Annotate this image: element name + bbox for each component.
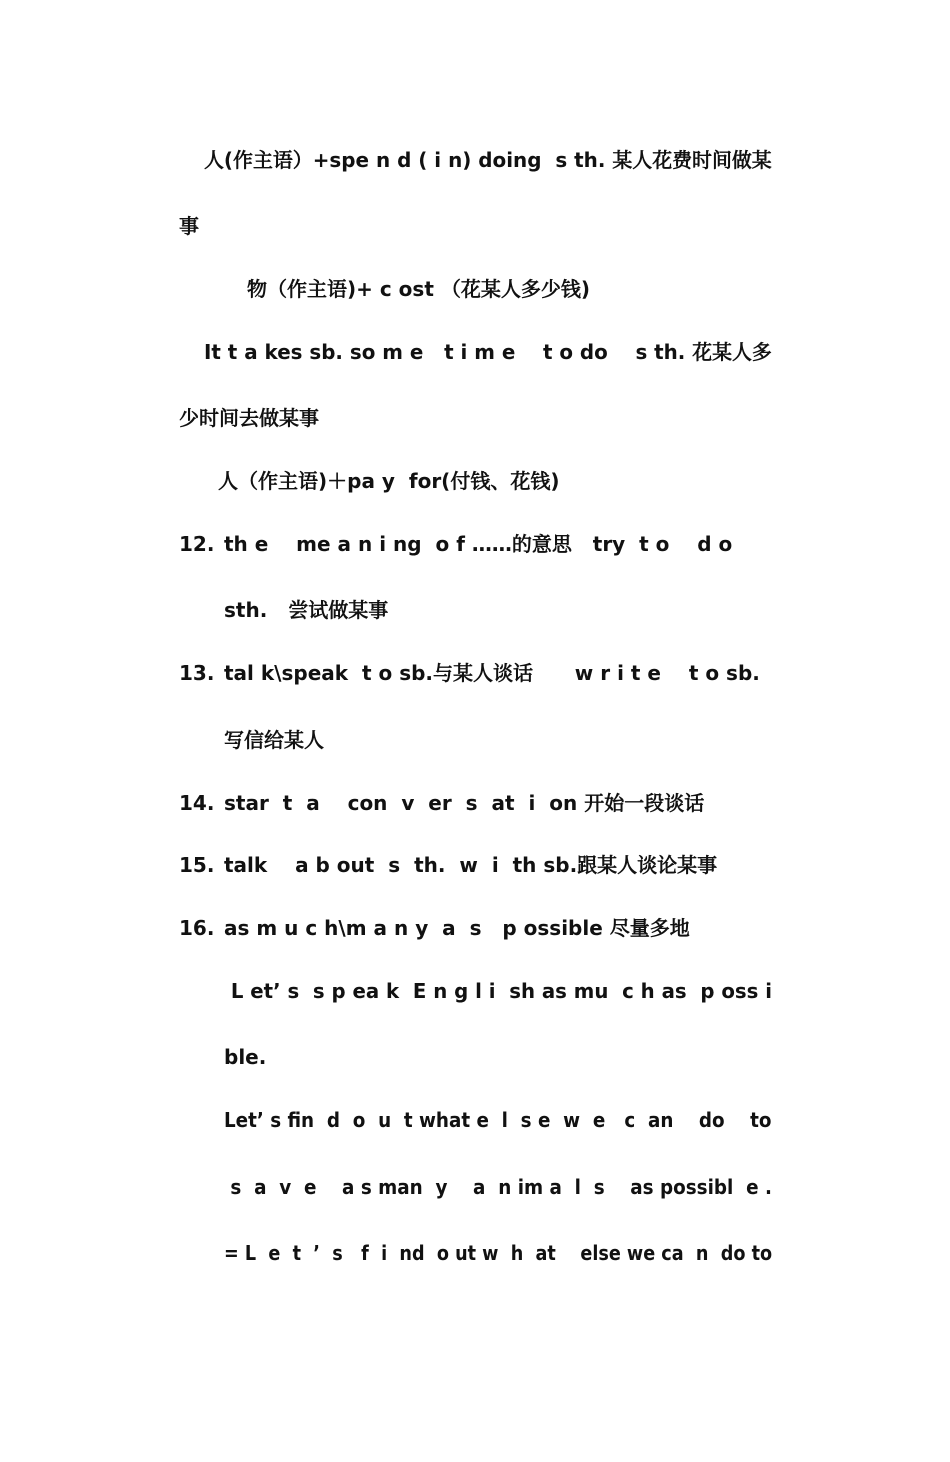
list-item-text: 写信给某人 [224,728,324,752]
list-item-number: 15. [179,853,215,877]
text-line-4: It t a kes sb. so m e t i m e t o do s th. 花某人多 [204,340,772,364]
text-line-3: 物（作主语)+ c ost （花某人多少钱) [247,277,590,301]
list-item-text: L et’ s s p ea k E n g l i sh as mu c h as p oss i [224,979,772,1003]
list-item-number: 13. [179,661,215,685]
list-item-number: 14. [179,791,215,815]
list-item-text: s a v e a s man y a n im a l s as possibl e . [224,1175,772,1199]
text-line-2: 事 [179,214,199,238]
text-line-5: 少时间去做某事 [179,406,319,430]
list-item-text: ble. [224,1045,267,1069]
list-item-text: talk a b out s th. w i th sb.跟某人谈论某事 [224,853,718,877]
list-item-text: as m u c h\m a n y a s p ossible 尽量多地 [224,916,690,940]
list-item-number: 16. [179,916,215,940]
list-item-text: tal k\speak t o sb.与某人谈话 w r i t e t o sb. [224,661,760,685]
list-item-text: th e me a n i ng o f ……的意思 try t o d o [224,532,733,556]
list-item-number: 12. [179,532,215,556]
list-item-text: star t a con v er s at i on 开始一段谈话 [224,791,705,815]
list-item-text: Let’ s fin d o u t what e l s e w e c an do to [224,1108,772,1132]
text-line-6: 人（作主语)＋pa y for(付钱、花钱) [218,469,560,493]
text-line-1: 人(作主语）+spe n d ( i n) doing s th. 某人花费时间做某 [204,148,772,172]
list-item-text: sth. 尝试做某事 [224,598,389,622]
list-item-text: = L e t ’ s f i nd o ut w h at else we ca n do to [224,1241,773,1265]
